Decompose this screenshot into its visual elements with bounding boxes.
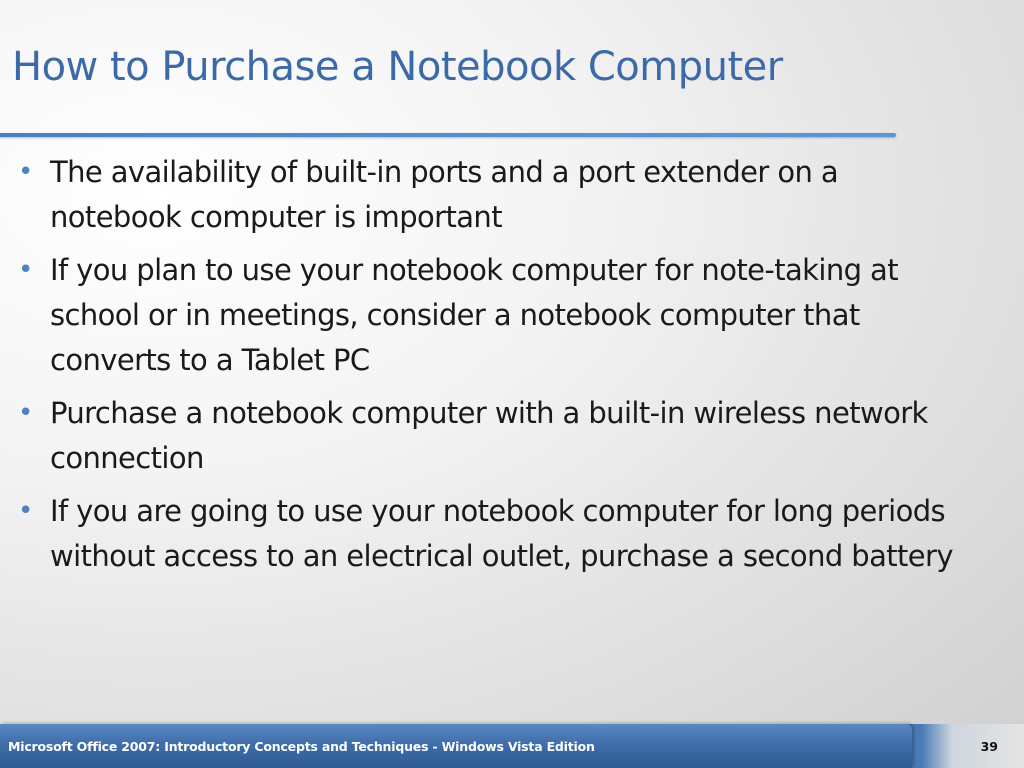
footer-bar	[0, 724, 912, 768]
bullet-item	[14, 150, 974, 240]
bullet-text: If you are going to use your notebook computer for long periods without access to an electrical outlet, purchase a second battery	[50, 494, 953, 573]
bullet-icon: •	[18, 398, 33, 428]
footer-text: Microsoft Office 2007: Introductory Concepts and Techniques - Windows Vista Edition	[8, 739, 595, 754]
bullet-text: Purchase a notebook computer with a built-in wireless network connection	[50, 396, 928, 475]
bullet-list	[14, 150, 974, 587]
slide-title: How to Purchase a Notebook Computer	[12, 44, 783, 90]
bullet-item	[14, 391, 974, 481]
slide-footer	[0, 724, 1024, 768]
title-underline	[0, 133, 896, 137]
bullet-item	[14, 248, 974, 383]
bullet-icon: •	[18, 496, 33, 526]
page-number: 39	[980, 739, 998, 754]
bullet-text: If you plan to use your notebook computer for note-taking at school or in meetings, consider a notebook computer that converts to a Tablet PC	[50, 253, 898, 377]
bullet-item	[14, 489, 974, 579]
bullet-text: The availability of built-in ports and a port extender on a notebook computer is important	[50, 155, 839, 234]
bullet-icon: •	[18, 255, 33, 285]
bullet-icon: •	[18, 157, 33, 187]
